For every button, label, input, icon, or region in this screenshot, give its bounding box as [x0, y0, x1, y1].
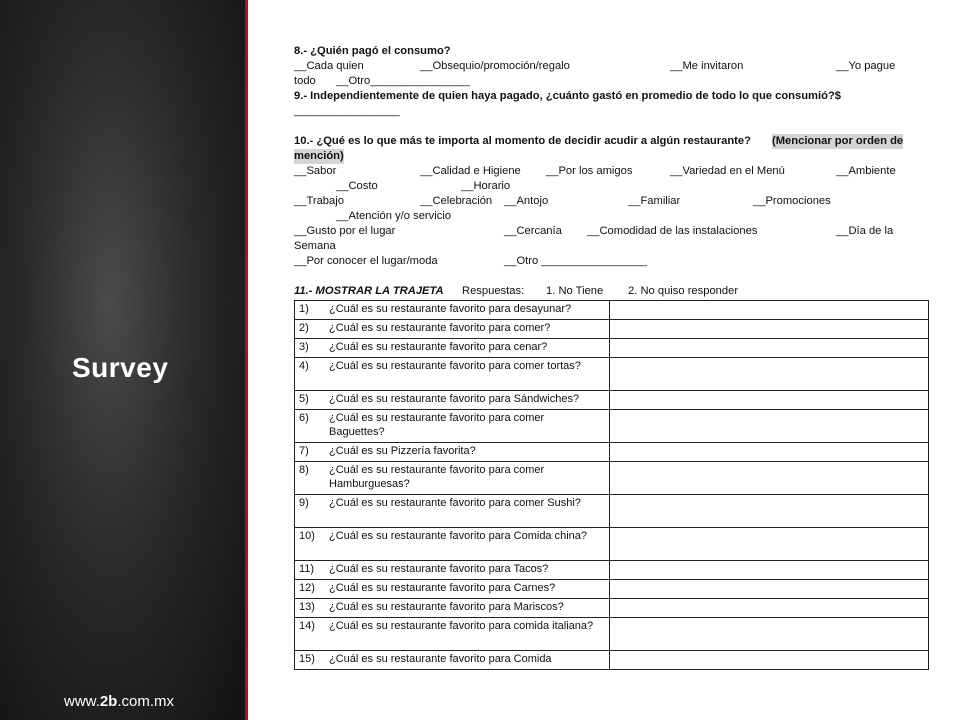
question-number: 8) — [299, 464, 309, 476]
q10-option: __Por conocer el lugar/moda — [294, 255, 438, 267]
table-row — [295, 301, 929, 320]
table-row — [295, 528, 929, 561]
table-row — [295, 618, 929, 651]
q10-option: __Por los amigos — [546, 165, 633, 177]
q10-options-5 — [294, 224, 934, 239]
question-cell — [295, 528, 610, 561]
question-text: ¿Cuál es su restaurante favorito para cenar? — [329, 341, 548, 353]
slide-title-text: Survey — [72, 352, 169, 383]
q11-header — [294, 284, 934, 299]
q10-option: __Horario — [461, 180, 511, 192]
table-row — [295, 561, 929, 580]
question-text: ¿Cuál es su restaurante favorito para comida italiana? — [329, 620, 594, 632]
q8-option: __Me invitaron — [670, 60, 744, 72]
q8-option-cont: todo — [294, 75, 316, 87]
question-number: 10) — [299, 530, 315, 542]
question-number: 1) — [299, 303, 309, 315]
question-text: ¿Cuál es su restaurante favorito para Sándwiches? — [329, 393, 580, 405]
question-cell — [295, 339, 610, 358]
question-number: 4) — [299, 360, 309, 372]
question-cell — [295, 495, 610, 528]
table-row — [295, 443, 929, 462]
question-text: ¿Cuál es su restaurante favorito para Comida china? — [329, 530, 588, 542]
question-text: ¿Cuál es su restaurante favorito para comer Hamburguesas? — [329, 464, 545, 490]
question-cell — [295, 599, 610, 618]
table-row — [295, 339, 929, 358]
answer-cell[interactable] — [610, 339, 929, 358]
question-text: ¿Cuál es su restaurante favorito para desayunar? — [329, 303, 572, 315]
answer-cell[interactable] — [610, 443, 929, 462]
q10-option-cont: Semana — [294, 240, 336, 252]
question-number: 12) — [299, 582, 315, 594]
q10-options-3 — [294, 194, 934, 209]
table-row — [295, 320, 929, 339]
question-cell — [295, 443, 610, 462]
q8-option: __Yo pague — [836, 60, 896, 72]
q10-option: __Atención y/o servicio — [336, 210, 452, 222]
q8-option: __Cada quien — [294, 60, 364, 72]
question-text: ¿Cuál es su restaurante favorito para comer Baguettes? — [329, 412, 545, 438]
q10-option: __Gusto por el lugar — [294, 225, 396, 237]
q9-blank: _________________ — [294, 105, 400, 117]
question-number: 14) — [299, 620, 315, 632]
question-number: 15) — [299, 653, 315, 665]
q10-instruction: (Mencionar por orden de — [772, 135, 904, 147]
survey-document — [294, 44, 934, 299]
q11-response: 2. No quiso responder — [628, 285, 739, 297]
question-cell — [295, 462, 610, 495]
question-cell — [295, 301, 610, 320]
q10-option: __Ambiente — [836, 165, 896, 177]
url-suffix: .com.mx — [117, 693, 175, 710]
question-text: ¿Cuál es su restaurante favorito para Tacos? — [329, 563, 549, 575]
question-cell — [295, 651, 610, 670]
q10-title-cont — [294, 149, 934, 164]
q10-option: __Trabajo — [294, 195, 344, 207]
q10-option: __Sabor — [294, 165, 337, 177]
answer-cell[interactable] — [610, 320, 929, 339]
answer-cell[interactable] — [610, 495, 929, 528]
table-row — [295, 495, 929, 528]
sidebar-accent-line — [245, 0, 248, 720]
answer-cell[interactable] — [610, 561, 929, 580]
table-row — [295, 462, 929, 495]
website-url[interactable] — [64, 693, 174, 710]
q10-options-4 — [294, 209, 934, 224]
q10-options-1 — [294, 164, 934, 179]
q10-option: __Antojo — [504, 195, 549, 207]
question-cell — [295, 320, 610, 339]
q10-option: __Día de la — [836, 225, 894, 237]
url-prefix: www. — [64, 693, 100, 710]
answer-cell[interactable] — [610, 391, 929, 410]
q11-title: 11.- MOSTRAR LA TRAJETA — [294, 285, 444, 297]
question-text: ¿Cuál es su restaurante favorito para comer tortas? — [329, 360, 581, 372]
table-row — [295, 580, 929, 599]
answer-cell[interactable] — [610, 651, 929, 670]
q10-option: __Calidad e Higiene — [420, 165, 521, 177]
question-cell — [295, 618, 610, 651]
q10-options-6 — [294, 239, 934, 254]
table-row — [295, 651, 929, 670]
q8-option: __Otro________________ — [336, 75, 470, 87]
q11-responses-label: Respuestas: — [462, 285, 525, 297]
q10-option: __Comodidad de las instalaciones — [587, 225, 758, 237]
question-text: ¿Cuál es su restaurante favorito para Carnes? — [329, 582, 556, 594]
question-number: 3) — [299, 341, 309, 353]
answer-cell[interactable] — [610, 599, 929, 618]
question-number: 7) — [299, 445, 309, 457]
q8-options-2 — [294, 74, 934, 89]
q10-option: __Promociones — [753, 195, 831, 207]
question-cell — [295, 561, 610, 580]
question-cell — [295, 580, 610, 599]
q10-options-2 — [294, 179, 934, 194]
answer-cell[interactable] — [610, 301, 929, 320]
q8-title: 8.- ¿Quién pagó el consumo? — [294, 45, 451, 57]
table-row — [295, 358, 929, 391]
q10-options-7 — [294, 254, 934, 269]
q10-title: 10.- ¿Qué es lo que más te importa al momento de decidir acudir a algún restaurante? (Mencionar por orden de — [294, 135, 904, 147]
q10-option: __Cercanía — [504, 225, 562, 237]
table-row — [295, 410, 929, 443]
answer-cell[interactable] — [610, 618, 929, 651]
question-number: 5) — [299, 393, 309, 405]
table-row — [295, 391, 929, 410]
question-number: 2) — [299, 322, 309, 334]
answer-cell[interactable] — [610, 580, 929, 599]
q10-instruction: mención) — [294, 150, 344, 162]
answer-cell[interactable] — [610, 462, 929, 495]
question-text: ¿Cuál es su restaurante favorito para comer Sushi? — [329, 497, 581, 509]
q10-option: __Costo — [336, 180, 378, 192]
q10-option: __Otro _________________ — [504, 255, 648, 267]
q8-options — [294, 59, 934, 74]
q10-option: __Celebración — [420, 195, 493, 207]
question-number: 11) — [299, 563, 315, 575]
url-brand: 2b — [99, 693, 118, 710]
question-number: 6) — [299, 412, 309, 424]
question-number: 9) — [299, 497, 309, 509]
q9-title: 9.- Independientemente de quien haya pagado, ¿cuánto gastó en promedio de todo lo que consumió?$ — [294, 90, 841, 102]
q10-option: __Familiar — [628, 195, 681, 207]
answer-cell[interactable] — [610, 410, 929, 443]
table-row — [295, 599, 929, 618]
q11-response: 1. No Tiene — [546, 285, 604, 297]
question-text: ¿Cuál es su restaurante favorito para Mariscos? — [329, 601, 564, 613]
question-number: 13) — [299, 601, 315, 613]
favorites-table — [294, 300, 929, 670]
question-cell — [295, 410, 610, 443]
question-text: ¿Cuál es su restaurante favorito para Comida — [329, 653, 552, 665]
answer-cell[interactable] — [610, 358, 929, 391]
answer-cell[interactable] — [610, 528, 929, 561]
question-cell — [295, 391, 610, 410]
q10-option: __Variedad en el Menú — [670, 165, 785, 177]
question-text: ¿Cuál es su Pizzería favorita? — [329, 445, 476, 457]
question-cell — [295, 358, 610, 391]
q8-option: __Obsequio/promoción/regalo — [420, 60, 570, 72]
question-text: ¿Cuál es su restaurante favorito para comer? — [329, 322, 551, 334]
